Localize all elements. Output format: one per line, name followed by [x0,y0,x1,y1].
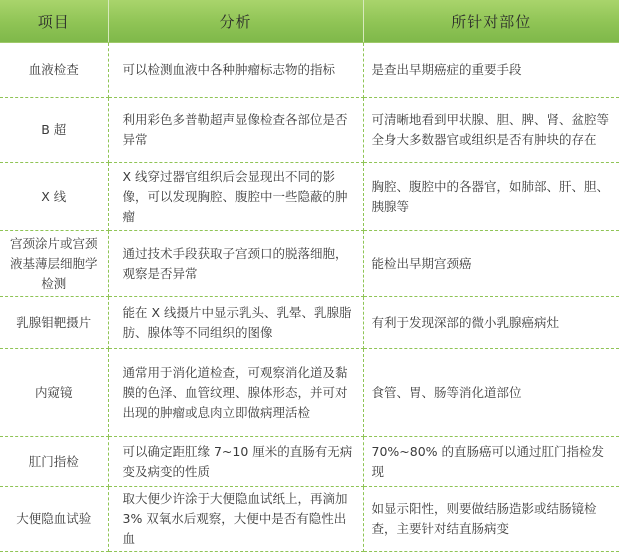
table-row [0,231,619,297]
row-analysis: 通常用于消化道检查，可观察消化道及黏膜的色泽、血管纹理、腺体形态，并可对出现的肿瘤或息肉立即做病理活检 [108,349,363,437]
table-row [0,437,619,487]
row-item: 血液检查 [0,43,108,98]
row-item: 肛门指检 [0,437,108,487]
row-analysis: 通过技术手段获取子宫颈口的脱落细胞，观察是否异常 [108,231,363,297]
row-target: 能检出早期宫颈癌 [363,231,619,297]
header-item: 项目 [0,0,108,43]
table-row [0,43,619,98]
table-row [0,349,619,437]
row-target: 是查出早期癌症的重要手段 [363,43,619,98]
row-target: 有利于发现深部的微小乳腺癌病灶 [363,297,619,349]
row-target: 70%~80% 的直肠癌可以通过肛门指检发现 [363,437,619,487]
row-target: 如显示阳性，则要做结肠造影或结肠镜检查，主要针对结直肠病变 [363,487,619,552]
row-analysis: 可以检测血液中各种肿瘤标志物的指标 [108,43,363,98]
table-row [0,98,619,163]
row-item: 乳腺钼靶摄片 [0,297,108,349]
row-analysis: X 线穿过器官组织后会显现出不同的影像，可以发现胸腔、腹腔中一些隐蔽的肿瘤 [108,163,363,231]
row-item: 内窥镜 [0,349,108,437]
row-analysis: 能在 X 线摄片中显示乳头、乳晕、乳腺脂肪、腺体等不同组织的图像 [108,297,363,349]
row-analysis: 利用彩色多普勒超声显像检查各部位是否异常 [108,98,363,163]
table-row [0,297,619,349]
row-target: 胸腔、腹腔中的各器官，如肺部、肝、胆、胰腺等 [363,163,619,231]
row-target: 可清晰地看到甲状腺、胆、脾、肾、盆腔等全身大多数器官或组织是否有肿块的存在 [363,98,619,163]
row-target: 食管、胃、肠等消化道部位 [363,349,619,437]
header-analysis: 分析 [108,0,363,43]
row-item: 大便隐血试验 [0,487,108,552]
table-row [0,487,619,552]
row-item: X 线 [0,163,108,231]
table-header-row [0,0,619,43]
row-item: B 超 [0,98,108,163]
row-analysis: 取大便少许涂于大便隐血试纸上，再滴加 3% 双氧水后观察，大便中是否有隐性出血 [108,487,363,552]
row-analysis: 可以确定距肛缘 7~10 厘米的直肠有无病变及病变的性质 [108,437,363,487]
table-row [0,163,619,231]
header-target: 所针对部位 [363,0,619,43]
row-item: 宫颈涂片或宫颈液基薄层细胞学检测 [0,231,108,297]
